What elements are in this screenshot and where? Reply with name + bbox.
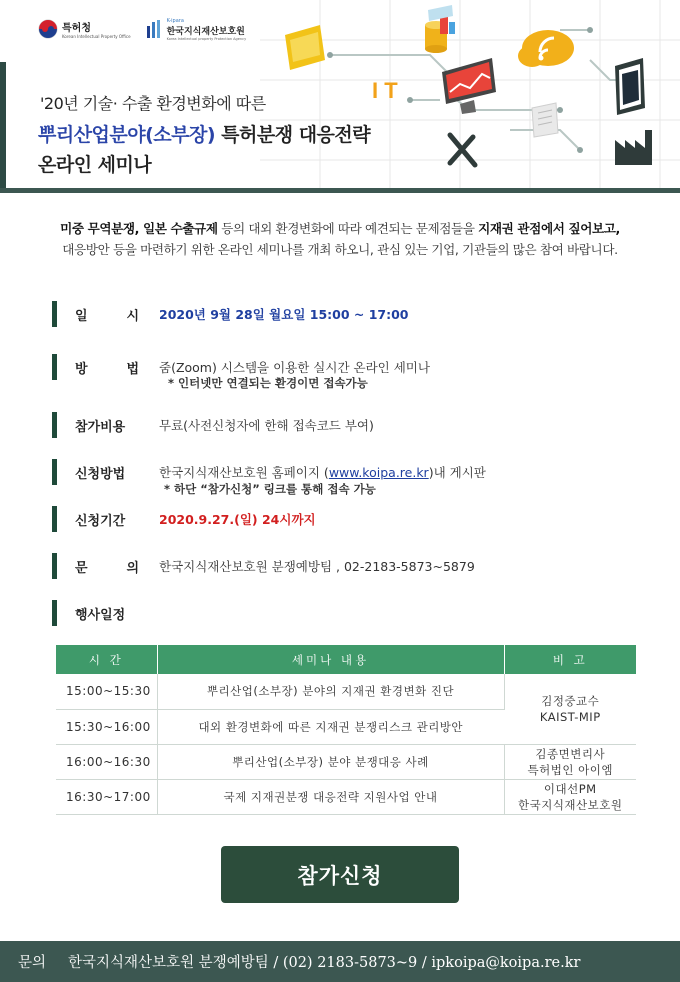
apply-value (159, 463, 486, 481)
note-name: 김종면변리사 (535, 746, 606, 761)
row-marker (52, 412, 57, 438)
info-row-fee (52, 412, 374, 438)
papers-icon (428, 5, 453, 21)
row-content: 대외 환경변화에 따른 지재권 분쟁리스크 관리방안 (157, 709, 504, 744)
it-text-icon: I T (372, 78, 398, 103)
row-note-merged (504, 674, 636, 744)
title-line-1: '20년 기술· 수출 환경변화에 따른 (40, 94, 266, 113)
title-accent: 뿌리산업분야(소부장) (38, 124, 216, 146)
kipo-emblem-icon (38, 19, 58, 39)
date-label-a: 일 (75, 308, 88, 324)
method-label-b: 법 (126, 361, 139, 377)
footer-label: 문의 (18, 955, 47, 971)
intro-line-1 (0, 218, 680, 239)
row-marker (52, 354, 57, 380)
table-row (56, 744, 636, 779)
method-note: * 인터넷만 연결되는 환경이면 접속가능 (168, 376, 368, 390)
folder-icon (285, 25, 325, 70)
header-content: 세미나 내용 (157, 645, 504, 674)
fee-value: 무료(사전신청자에 한해 접속코드 부여) (159, 418, 374, 433)
document-icon (532, 103, 558, 137)
apply-label: 신청방법 (75, 466, 126, 482)
intro-bold-1: 미중 무역분쟁, 일본 수출규제 (60, 221, 218, 236)
koipa-logo (147, 18, 247, 41)
row-marker (52, 506, 57, 532)
row-time: 16:30~17:00 (56, 779, 157, 814)
method-label-a: 방 (75, 361, 88, 377)
title-line-2-rest: 특허분쟁 대응전략 (215, 124, 371, 146)
note-name: 김정중교수 (541, 693, 600, 708)
banner-bottom-rule (0, 188, 680, 193)
koipa-website-link[interactable]: www.koipa.re.kr (328, 465, 429, 480)
title-line-2 (38, 120, 370, 147)
row-content: 뿌리산업(소부장) 분야의 지재권 환경변화 진단 (157, 674, 504, 709)
note-org: 한국지식재산보호원 (518, 797, 623, 812)
date-value: 2020년 9월 28일 월요일 15:00 ~ 17:00 (159, 307, 409, 322)
kipo-name: 특허청 (62, 23, 91, 34)
method-value: 줌(Zoom) 시스템을 이용한 실시간 온라인 세미나 (159, 360, 430, 375)
row-content: 뿌리산업(소부장) 분야 분쟁대응 사례 (157, 744, 504, 779)
koipa-subtitle: Korea Intellectual property Protection Agency (166, 36, 247, 41)
cloud-wifi-icon (518, 30, 574, 67)
apply-button[interactable]: 참가신청 (221, 846, 459, 903)
apply-value-post: )내 게시판 (428, 465, 486, 480)
koipa-tagline: K-ipara (166, 17, 184, 24)
footer-contact-bar (0, 941, 680, 982)
phone-icon (615, 58, 645, 115)
header-logos (38, 16, 246, 42)
title-line-3: 온라인 세미나 (38, 154, 152, 176)
row-marker (52, 301, 57, 327)
row-time: 15:00~15:30 (56, 674, 157, 709)
row-marker (52, 600, 57, 626)
info-row-period (52, 506, 316, 532)
kipo-subtitle: Korean Intellectual Property Office (62, 34, 131, 39)
koipa-emblem-icon (147, 20, 163, 38)
info-row-date (52, 301, 409, 327)
row-note (504, 779, 636, 814)
row-content: 국제 지재권분쟁 대응전략 지원사업 안내 (157, 779, 504, 814)
method-label (75, 358, 159, 377)
table-header-row (56, 645, 636, 674)
info-row-contact (52, 553, 475, 579)
period-value: 2020.9.27.(일) 24시까지 (159, 512, 316, 527)
banner-illustration (260, 0, 680, 188)
koipa-name: 한국지식재산보호원 (166, 26, 245, 37)
monitor-icon (442, 58, 496, 114)
contact-label (75, 557, 159, 576)
period-label: 신청기간 (75, 513, 126, 529)
intro-text-1: 등의 대외 환경변화에 따라 예견되는 문제점들을 (217, 221, 479, 236)
header-time: 시 간 (56, 645, 157, 674)
info-row-schedule (52, 600, 159, 626)
row-marker (52, 459, 57, 485)
schedule-table (56, 645, 636, 815)
date-label (75, 305, 159, 324)
intro-bold-2: 지재권 관점에서 짚어보고, (478, 221, 620, 236)
row-marker (52, 553, 57, 579)
table-row (56, 674, 636, 709)
contact-label-b: 의 (126, 560, 139, 576)
kipo-logo (38, 19, 131, 39)
row-time: 16:00~16:30 (56, 744, 157, 779)
fee-label: 참가비용 (75, 419, 126, 435)
date-label-b: 시 (126, 308, 139, 324)
table-row (56, 779, 636, 814)
banner-left-bar (0, 62, 6, 190)
note-name: 이대선PM (543, 781, 597, 796)
intro-line-2: 대응방안 등을 마련하기 위한 온라인 세미나를 개최 하오니, 관심 있는 기업, 기관들의 많은 참여 바랍니다. (62, 242, 618, 257)
apply-note: * 하단 “참가신청” 링크를 통해 접속 가능 (164, 482, 376, 496)
apply-value-pre: 한국지식재산보호원 홈페이지 ( (159, 465, 329, 480)
row-time: 15:30~16:00 (56, 709, 157, 744)
header-note: 비 고 (504, 645, 636, 674)
header-banner (0, 0, 680, 193)
contact-label-a: 문 (75, 560, 88, 576)
intro-paragraph (0, 218, 680, 260)
footer-contact-text: 한국지식재산보호원 분쟁예방팀 / (02) 2183-5873~9 / ipkoipa@koipa.re.kr (68, 955, 581, 971)
row-note (504, 744, 636, 779)
note-org: 특허법인 아이엠 (527, 762, 613, 777)
factory-icon (615, 130, 652, 165)
note-org: KAIST-MIP (539, 709, 601, 724)
contact-value: 한국지식재산보호원 분쟁예방팀 , 02-2183-5873~5879 (159, 559, 475, 574)
schedule-label: 행사일정 (75, 607, 126, 623)
